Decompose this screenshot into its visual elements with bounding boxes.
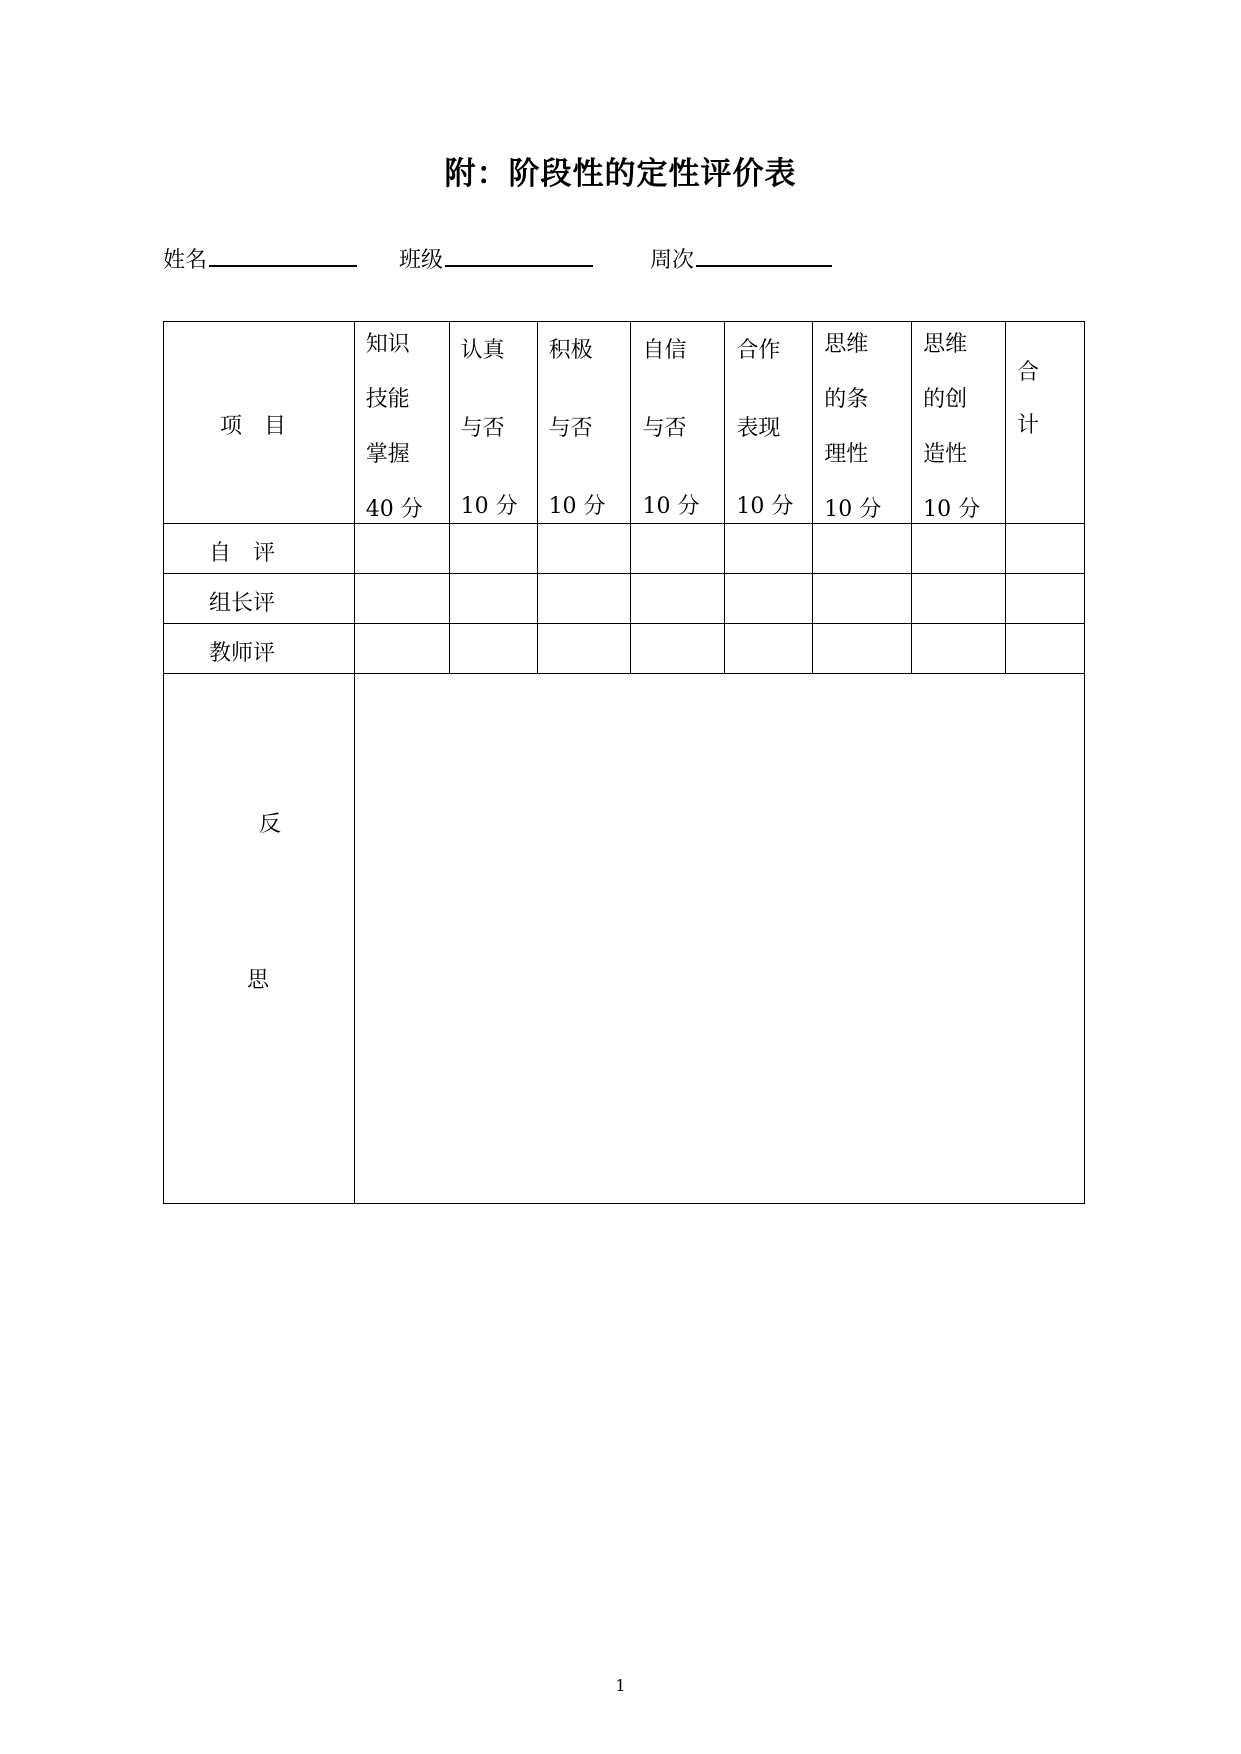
page-title: 附：阶段性的定性评价表	[444, 156, 797, 192]
score-cell[interactable]	[813, 574, 912, 624]
score-cell[interactable]	[1006, 524, 1085, 574]
week-label: 周次	[650, 248, 695, 273]
page-number: 1	[615, 1676, 626, 1695]
header-text: 认真	[460, 338, 505, 363]
class-label: 班级	[399, 248, 444, 273]
score-cell[interactable]	[912, 524, 1006, 574]
week-blank[interactable]	[696, 264, 832, 267]
name-field[interactable]	[163, 243, 357, 274]
header-text: 10 分	[642, 494, 700, 519]
row-label: 组长评	[209, 591, 276, 616]
header-text: 技能	[365, 387, 410, 412]
score-cell[interactable]	[725, 574, 813, 624]
header-row	[164, 322, 1085, 524]
row-label: 自 评	[209, 541, 276, 566]
score-cell[interactable]	[725, 624, 813, 674]
name-label: 姓名	[163, 248, 208, 273]
reflection-row	[164, 674, 1085, 1204]
score-cell[interactable]	[354, 574, 449, 624]
score-cell[interactable]	[813, 524, 912, 574]
week-field[interactable]	[650, 243, 832, 274]
score-cell[interactable]	[631, 624, 725, 674]
header-text: 计	[1017, 413, 1040, 438]
header-text: 40 分	[365, 497, 423, 522]
name-blank[interactable]	[209, 264, 357, 267]
header-text: 与否	[548, 416, 593, 441]
header-text: 合作	[736, 338, 781, 363]
header-col-logic	[813, 322, 912, 524]
header-text: 思维	[824, 332, 869, 357]
class-blank[interactable]	[445, 264, 593, 267]
header-text: 思维	[923, 332, 968, 357]
reflection-label-char: 反	[259, 812, 282, 837]
row-label-cell	[164, 524, 355, 574]
reflection-text-area[interactable]	[354, 674, 1084, 1204]
table-row	[164, 624, 1085, 674]
header-text: 的条	[824, 387, 869, 412]
score-cell[interactable]	[725, 524, 813, 574]
header-col-active	[537, 322, 631, 524]
score-cell[interactable]	[449, 574, 537, 624]
row-label-cell	[164, 624, 355, 674]
score-cell[interactable]	[1006, 624, 1085, 674]
header-text: 10 分	[460, 494, 518, 519]
score-cell[interactable]	[631, 524, 725, 574]
score-cell[interactable]	[449, 624, 537, 674]
header-text: 造性	[923, 442, 968, 467]
header-text: 与否	[460, 416, 505, 441]
header-text: 10 分	[736, 494, 794, 519]
header-text: 的创	[923, 387, 968, 412]
score-cell[interactable]	[537, 524, 631, 574]
score-cell[interactable]	[631, 574, 725, 624]
header-col-earnest	[449, 322, 537, 524]
header-col-cooperation	[725, 322, 813, 524]
header-text: 10 分	[548, 494, 606, 519]
score-cell[interactable]	[912, 624, 1006, 674]
score-cell[interactable]	[1006, 574, 1085, 624]
header-col-knowledge	[354, 322, 449, 524]
score-cell[interactable]	[912, 574, 1006, 624]
header-text: 10 分	[923, 497, 981, 522]
header-item-cell	[164, 322, 355, 524]
score-cell[interactable]	[537, 624, 631, 674]
header-col-total	[1006, 322, 1085, 524]
row-label: 教师评	[209, 641, 276, 666]
reflection-label-cell	[164, 674, 355, 1204]
header-text: 自信	[642, 338, 687, 363]
header-text: 10 分	[824, 497, 882, 522]
score-cell[interactable]	[813, 624, 912, 674]
reflection-label-char: 思	[247, 968, 270, 993]
score-cell[interactable]	[449, 524, 537, 574]
score-cell[interactable]	[354, 624, 449, 674]
score-cell[interactable]	[354, 524, 449, 574]
table-row	[164, 574, 1085, 624]
header-text: 掌握	[365, 442, 410, 467]
header-col-confidence	[631, 322, 725, 524]
header-item-label: 项 目	[220, 414, 287, 439]
header-text: 合	[1017, 360, 1040, 385]
header-col-creativity	[912, 322, 1006, 524]
header-text: 表现	[736, 416, 781, 441]
row-label-cell	[164, 574, 355, 624]
evaluation-table	[163, 321, 1085, 1204]
header-text: 积极	[548, 338, 593, 363]
header-text: 理性	[824, 442, 869, 467]
header-text: 与否	[642, 416, 687, 441]
header-text: 知识	[365, 332, 410, 357]
score-cell[interactable]	[537, 574, 631, 624]
table-row	[164, 524, 1085, 574]
class-field[interactable]	[399, 243, 593, 274]
